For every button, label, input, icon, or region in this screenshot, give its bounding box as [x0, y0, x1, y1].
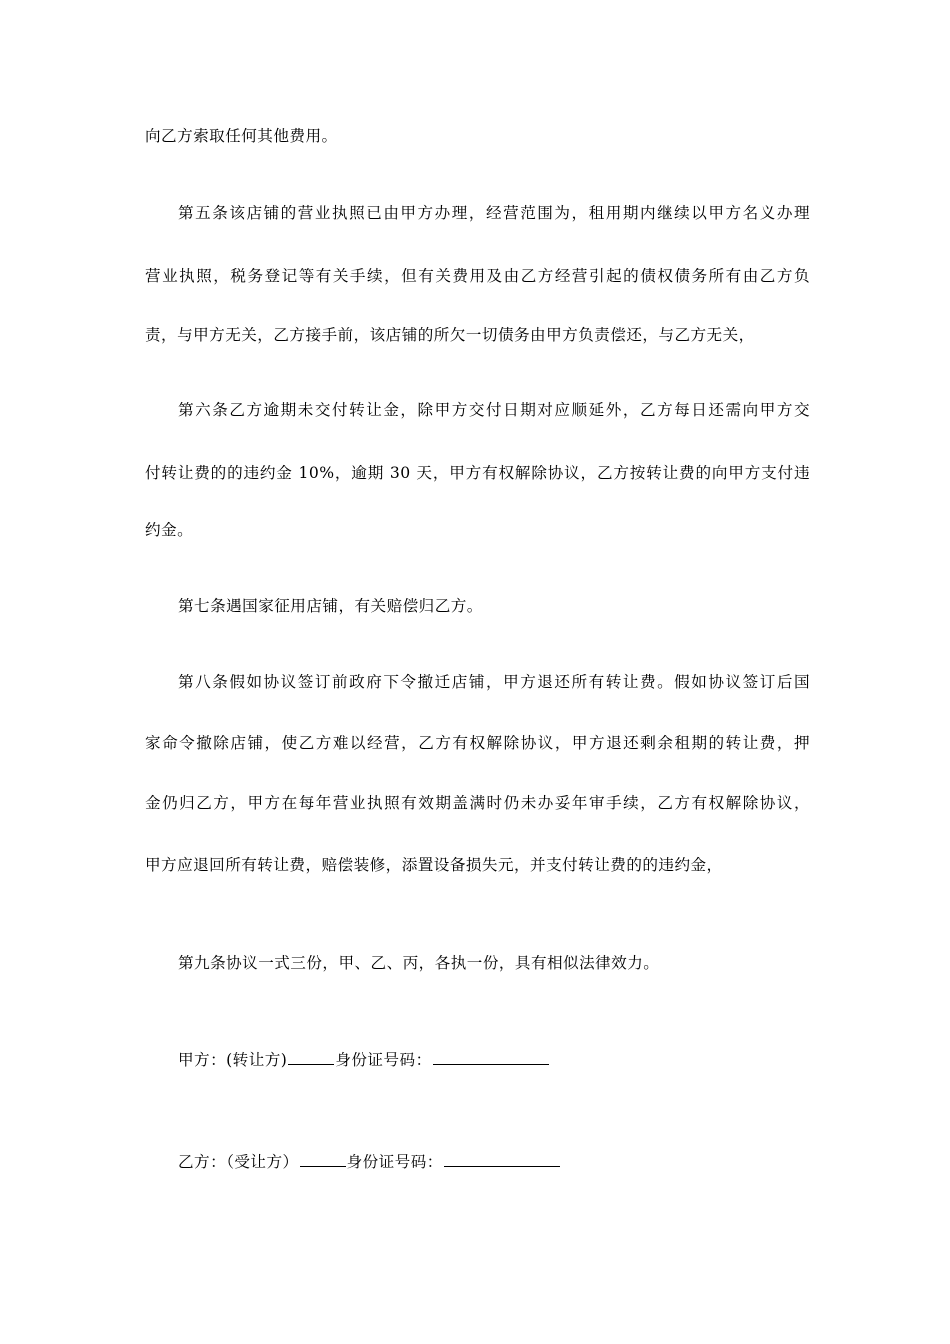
party-b-signature-line [178, 1152, 810, 1172]
party-a-id-label: 身份证号码： [335, 1051, 432, 1069]
article-5-line-1: 第五条该店铺的营业执照已由甲方办理，经营范围为，租用期内继续以甲方名义办理 [178, 204, 810, 222]
article-5-line-2: 营业执照，税务登记等有关手续，但有关费用及由乙方经营引起的债权债务所有由乙方负 [145, 267, 810, 285]
article-6-line-1: 第六条乙方逾期未交付转让金，除甲方交付日期对应顺延外，乙方每日还需向甲方交 [178, 401, 810, 419]
article-6-line-2: 付转让费的的违约金 10%，逾期 30 天，甲方有权解除协议，乙方按转让费的向甲方支付违 [145, 464, 810, 482]
article-8-line-1: 第八条假如协议签订前政府下令撤迁店铺，甲方退还所有转让费。假如协议签订后国 [178, 673, 810, 691]
party-b-label: 乙方：（受让方） [178, 1153, 299, 1171]
article-5-line-3: 责，与甲方无关，乙方接手前，该店铺的所欠一切债务由甲方负责偿还，与乙方无关， [145, 326, 755, 344]
party-b-id-label: 身份证号码： [346, 1153, 443, 1171]
party-a-signature-line [178, 1050, 810, 1070]
party-b-name-blank[interactable] [300, 1152, 346, 1167]
article-9-line-1: 第九条协议一式三份，甲、乙、丙，各执一份，具有相似法律效力。 [178, 954, 660, 972]
party-b-id-blank[interactable] [444, 1152, 560, 1167]
article-8-line-3: 金仍归乙方，甲方在每年营业执照有效期盖满时仍未办妥年审手续，乙方有权解除协议， [145, 794, 810, 812]
article-6-line-3: 约金。 [145, 521, 194, 539]
party-a-id-blank[interactable] [433, 1050, 549, 1065]
article-8-line-4: 甲方应退回所有转让费，赔偿装修，添置设备损失元，并支付转让费的的违约金， [145, 856, 723, 874]
party-a-name-blank[interactable] [288, 1050, 334, 1065]
article-8-line-2: 家命令撤除店铺，使乙方难以经营，乙方有权解除协议，甲方退还剩余租期的转让费，押 [145, 734, 810, 752]
article-7-line-1: 第七条遇国家征用店铺，有关赔偿归乙方。 [178, 597, 483, 615]
paragraph-line: 向乙方索取任何其他费用。 [145, 127, 338, 145]
party-a-label: 甲方：(转让方) [178, 1051, 288, 1069]
